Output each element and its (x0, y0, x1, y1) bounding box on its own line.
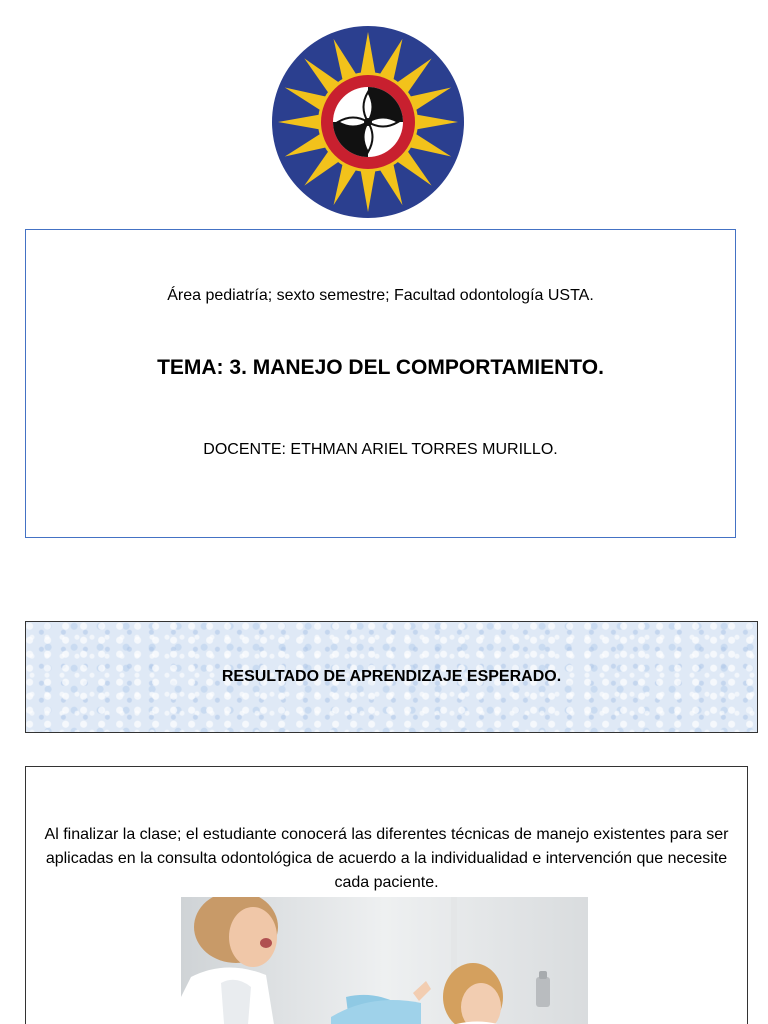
course-area-text: Área pediatría; sexto semestre; Facultad odontología USTA. (167, 287, 594, 304)
teacher-name: DOCENTE: ETHMAN ARIEL TORRES MURILLO. (203, 441, 558, 458)
learning-outcome-content (25, 766, 748, 1024)
learning-outcome-banner (25, 621, 758, 733)
learning-outcome-heading: RESULTADO DE APRENDIZAJE ESPERADO. (221, 668, 562, 685)
topic-title: TEMA: 3. MANEJO DEL COMPORTAMIENTO. (157, 356, 604, 379)
university-logo (268, 22, 468, 222)
university-seal-icon (268, 22, 468, 222)
learning-outcome-text: Al finalizar la clase; el estudiante conocerá las diferentes técnicas de manejo existentes para ser aplicadas en la consulta odontológica de acuerdo a la individualidad e intervención que necesite cada paciente. (44, 826, 729, 891)
title-card (25, 229, 736, 538)
dentist-with-child-photo (181, 897, 588, 1024)
